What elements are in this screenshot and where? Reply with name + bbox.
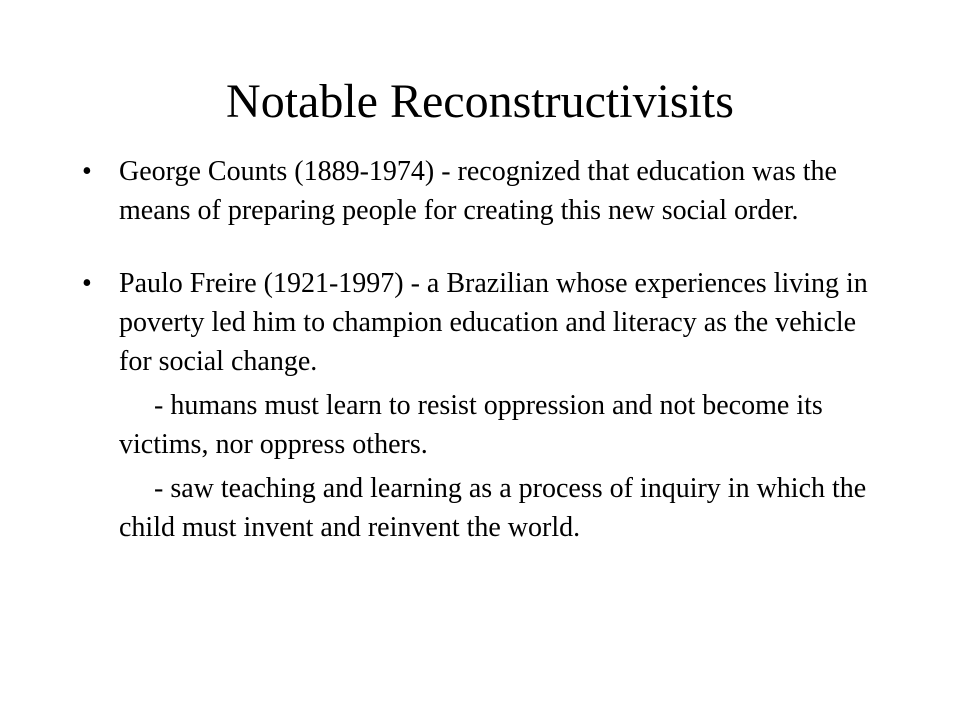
bullet-marker: •: [82, 156, 92, 187]
sub-point-text: - humans must learn to resist oppression and not become its victims, nor oppress others.: [119, 390, 823, 460]
bullet-marker: •: [82, 268, 92, 299]
bullet-text: George Counts (1889-1974) - recognized that education was the means of preparing people for creating this new social order.: [119, 156, 837, 226]
slide-body: [82, 152, 882, 547]
sub-point-inquiry: [82, 469, 882, 547]
sub-point-resist-oppression: [82, 386, 882, 464]
bullet-text: Paulo Freire (1921-1997) - a Brazilian whose experiences living in poverty led him to champion education and literacy as the vehicle for social change.: [119, 268, 868, 377]
slide-title: Notable Reconstructivisits: [226, 75, 734, 128]
sub-point-text: - saw teaching and learning as a process of inquiry in which the child must invent and reinvent the world.: [119, 473, 867, 543]
bullet-george-counts: [82, 152, 882, 230]
bullet-paulo-freire: [82, 264, 882, 381]
